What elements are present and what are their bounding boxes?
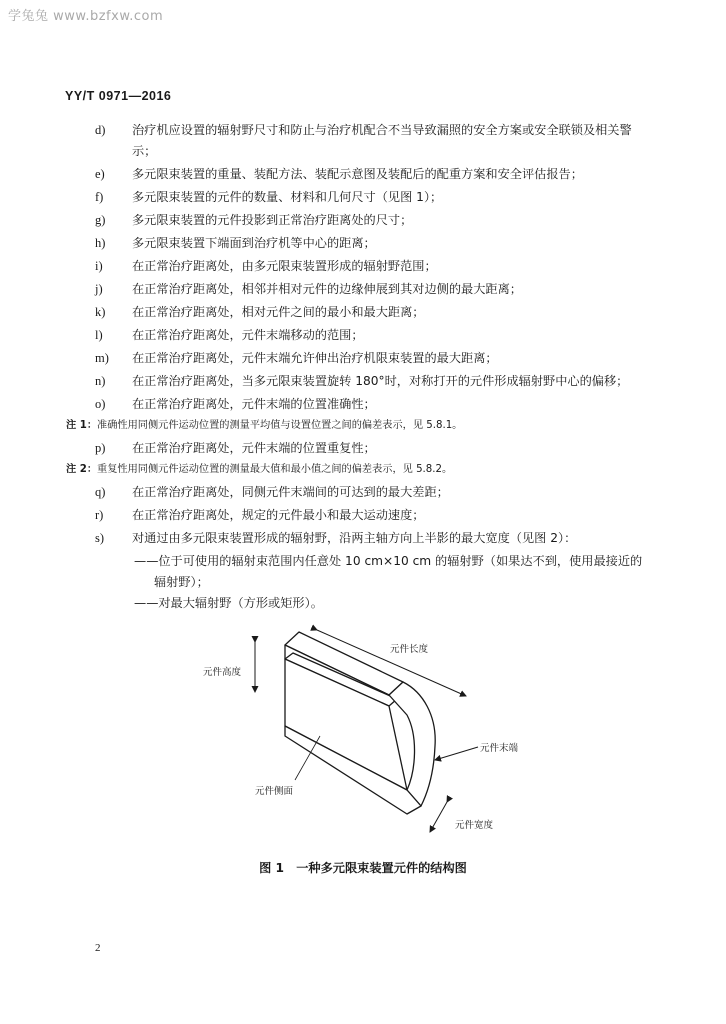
label-end: 元件末端 <box>480 743 519 754</box>
item-text: 治疗机应设置的辐射野尺寸和防止与治疗机配合不当导致漏照的安全方案或安全联锁及相关警示； <box>132 123 632 158</box>
item-label: e) <box>95 167 105 181</box>
requirements-list <box>66 120 655 614</box>
item-text: 在正常治疗距离处，元件末端的位置重复性； <box>132 441 376 455</box>
list-item <box>95 256 655 277</box>
end-pointer-arrow <box>435 747 478 760</box>
item-label: i) <box>95 259 103 273</box>
note-text: 准确性用同侧元件运动位置的测量平均值与设置位置之间的偏差表示，见 5.8.1。 <box>97 420 463 431</box>
label-width: 元件宽度 <box>455 820 494 831</box>
item-label: f) <box>95 190 104 204</box>
item-label: k) <box>95 305 106 319</box>
label-side: 元件侧面 <box>255 786 294 797</box>
note-label: 注 1： <box>66 420 98 431</box>
dash-item-1-continuation: 辐射野）； <box>154 575 209 589</box>
item-text: 在正常治疗距离处，相对元件之间的最小和最大距离； <box>132 305 425 319</box>
item-label: n) <box>95 374 106 388</box>
collimator-leaf-shape <box>285 632 435 814</box>
list-item <box>95 438 655 459</box>
element-structure-figure <box>185 620 545 850</box>
note-label: 注 2： <box>66 464 98 475</box>
list-item <box>95 302 655 323</box>
list-item <box>95 187 655 208</box>
list-item <box>95 279 655 300</box>
item-text: 在正常治疗距离处，规定的元件最小和最大运动速度； <box>132 508 425 522</box>
item-text: 在正常治疗距离处，相邻并相对元件的边缘伸展到其对边侧的最大距离； <box>132 282 522 296</box>
item-label: p) <box>95 441 106 455</box>
item-text: 多元限束装置下端面到治疗机等中心的距离； <box>132 236 376 250</box>
list-item <box>95 325 655 346</box>
list-item <box>95 371 655 392</box>
width-arrow <box>430 802 447 832</box>
item-label: l) <box>95 328 103 342</box>
item-text: 在正常治疗距离处，同侧元件末端间的可达到的最大差距； <box>132 485 449 499</box>
list-item <box>95 164 655 185</box>
item-label: d) <box>95 123 106 137</box>
item-label: h) <box>95 236 106 250</box>
item-text: 对通过由多元限束装置形成的辐射野，沿两主轴方向上半影的最大宽度（见图 2）： <box>132 531 577 545</box>
list-item <box>95 482 655 503</box>
list-item <box>95 348 655 369</box>
item-text: 多元限束装置的元件的数量、材料和几何尺寸（见图 1）； <box>132 190 443 204</box>
list-item <box>95 210 655 231</box>
item-text: 多元限束装置的元件投影到正常治疗距离处的尺寸； <box>132 213 413 227</box>
item-label: s) <box>95 531 105 545</box>
item-label: m) <box>95 351 109 365</box>
item-text: 在正常治疗距离处，由多元限束装置形成的辐射野范围； <box>132 259 437 273</box>
document-id: YY/T 0971—2016 <box>65 89 172 103</box>
label-height: 元件高度 <box>203 667 242 678</box>
item-text: 在正常治疗距离处，元件末端允许伸出治疗机限束装置的最大距离； <box>132 351 498 365</box>
item-text: 在正常治疗距离处，元件末端的位置准确性； <box>132 397 376 411</box>
element-drawing <box>185 620 545 850</box>
label-length: 元件长度 <box>390 644 429 655</box>
item-label: g) <box>95 213 106 227</box>
item-text: 在正常治疗距离处，元件末端移动的范围； <box>132 328 364 342</box>
dash-item-2: ——对最大辐射野（方形或矩形）。 <box>134 596 323 610</box>
item-text: 在正常治疗距离处，当多元限束装置旋转 180°时，对称打开的元件形成辐射野中心的偏移； <box>132 374 629 388</box>
note-2 <box>66 461 655 479</box>
item-text: 多元限束装置的重量、装配方法、装配示意图及装配后的配重方案和安全评估报告； <box>132 167 583 181</box>
list-item <box>95 528 655 549</box>
watermark: 学兔兔 www.bzfxw.com <box>8 9 164 24</box>
item-label: r) <box>95 508 104 522</box>
item-label: j) <box>95 282 103 296</box>
page-number: 2 <box>95 942 101 954</box>
figure-caption: 图 1 一种多元限束装置元件的结构图 <box>259 861 467 875</box>
note-1 <box>66 417 655 435</box>
list-item <box>95 394 655 415</box>
list-item <box>95 120 655 162</box>
list-item <box>95 505 655 526</box>
list-item <box>95 233 655 254</box>
item-label: o) <box>95 397 106 411</box>
dash-item-1: ——位于可使用的辐射束范围内任意处 10 cm×10 cm 的辐射野（如果达不到，使用最接近的 <box>134 554 643 568</box>
note-text: 重复性用同侧元件运动位置的测量最大值和最小值之间的偏差表示，见 5.8.2。 <box>97 464 453 475</box>
item-label: q) <box>95 485 106 499</box>
